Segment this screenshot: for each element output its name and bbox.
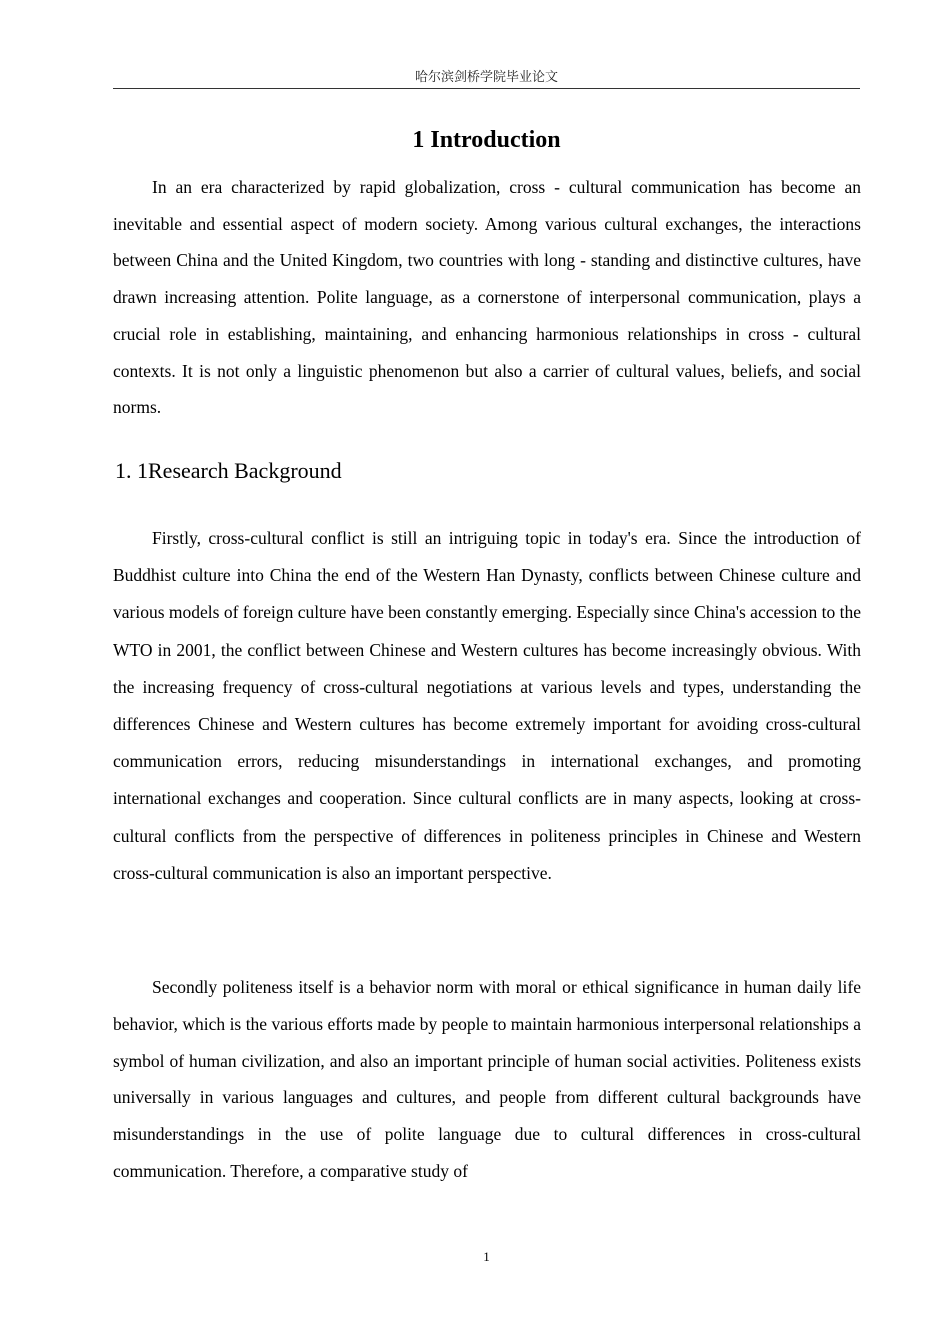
intro-paragraph: In an era characterized by rapid globalization, cross - cultural communication has become an inevitable and essential aspect of modern society. Among various cultural exchanges, the interactions between China and the United Kingdom, two countries with long - standing and distinctive cultures, have drawn increasing attention. Polite language, as a cornerstone of interpersonal communication, plays a crucial role in establishing, maintaining, and enhancing harmonious relationships in cross - cultural contexts. It is not only a linguistic phenomenon but also a carrier of cultural values, beliefs, and social norms. <box>113 177 861 418</box>
body-paragraph: Firstly, cross-cultural conflict is still an intriguing topic in today's era. Since the introduction of Buddhist culture into China the end of the Western Han Dynasty, conflicts between Chinese culture and various models of foreign culture have been constantly emerging. Especially since China's accession to the WTO in 2001, the conflict between Chinese and Western cultures has become increasingly obvious. With the increasing frequency of cross-cultural negotiations at various levels and types, understanding the differences Chinese and Western cultures has become extremely important for avoiding cross-cultural communication errors, reducing misunderstandings in international exchanges, and promoting international exchanges and cooperation. Since cultural conflicts are in many aspects, looking at cross-cultural conflicts from the perspective of differences in politeness principles in Chinese and Western cross-cultural communication is also an important perspective. <box>113 528 861 883</box>
section-title: 1. 1Research Background <box>115 458 342 483</box>
chapter-title: 1 Introduction <box>412 127 561 153</box>
body-paragraph: Secondly politeness itself is a behavior norm with moral or ethical significance in human daily life behavior, which is the various efforts made by people to maintain harmonious interpersonal relationships a symbol of human civilization, and also an important principle of human social activities. Politeness exists universally in various languages and cultures, and people from different cultural backgrounds have misunderstandings in the use of polite language due to cultural differences in cross-cultural communication. Therefore, a comparative study of <box>113 977 861 1181</box>
page-number: 1 <box>483 1249 490 1264</box>
running-header: 哈尔滨剑桥学院毕业论文 <box>414 70 558 85</box>
header-divider <box>113 88 860 89</box>
